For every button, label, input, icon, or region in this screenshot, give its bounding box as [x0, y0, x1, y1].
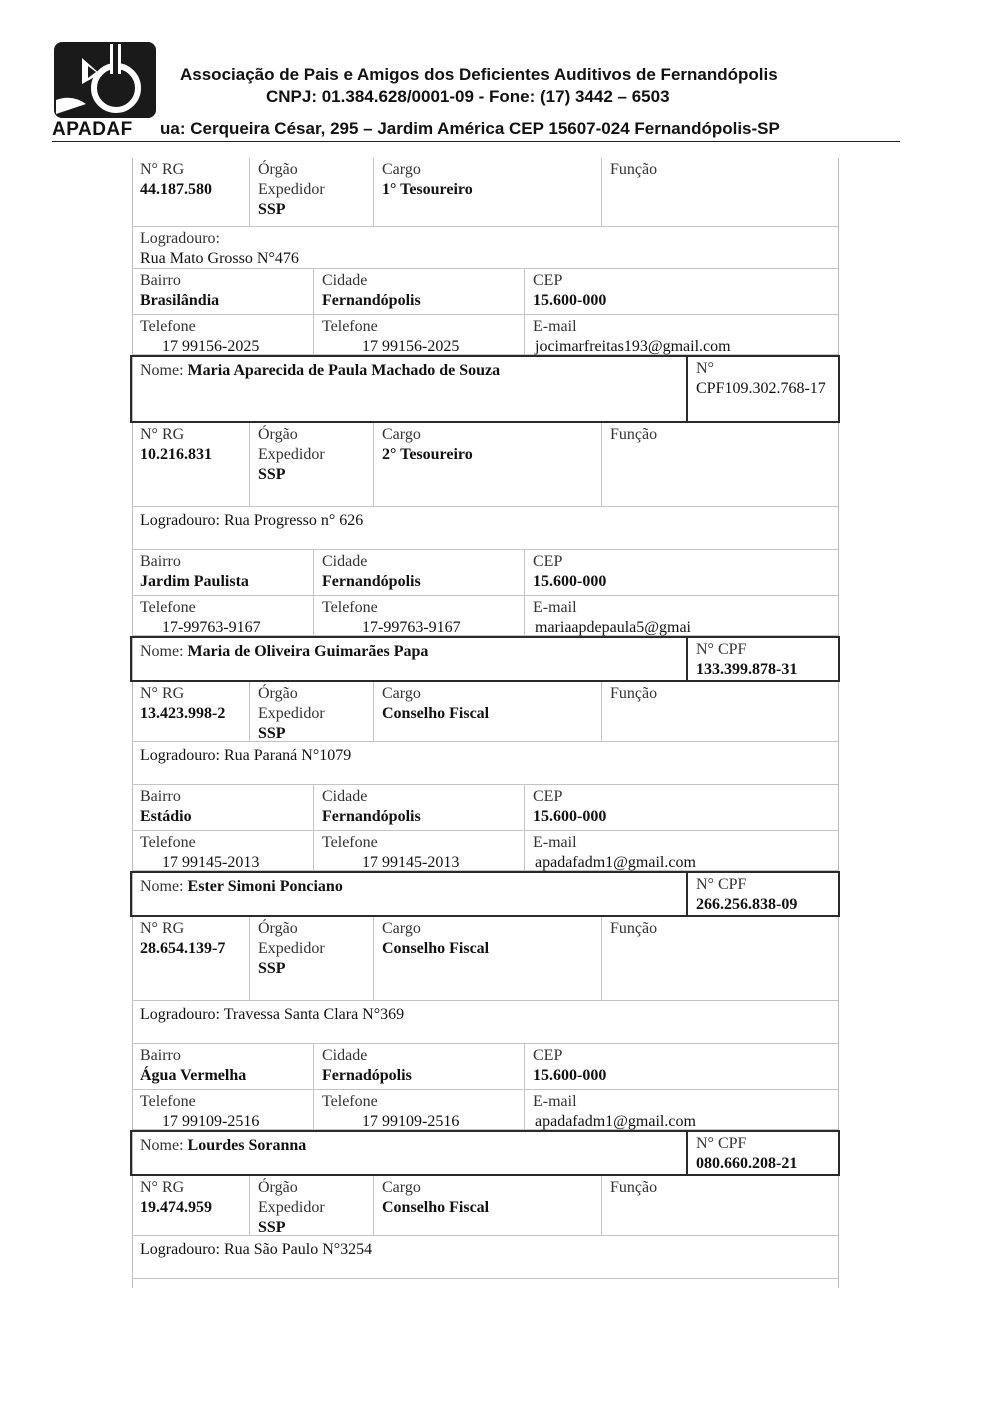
email-label: E-mail: [533, 599, 577, 616]
nome-label: Nome:: [140, 878, 184, 895]
member-name: [132, 873, 686, 915]
orgao-value: SSP: [258, 201, 286, 218]
rg-value: 10.216.831: [140, 446, 212, 463]
cidade-value: Fernandópolis: [322, 808, 421, 825]
email-cell: [525, 315, 838, 355]
email-label: E-mail: [533, 834, 577, 851]
org-name: Associação de Pais e Amigos dos Deficientes Auditivos de Fernandópolis: [180, 65, 778, 84]
email-value: jocimarfreitas193@gmail.com: [535, 338, 731, 355]
cep-label: CEP: [533, 1047, 563, 1064]
telefone2-label: Telefone: [322, 599, 378, 616]
cidade-value: Fernandópolis: [322, 573, 421, 590]
cidade-cell: [314, 1044, 525, 1090]
cpf-value: CPF109.302.768-17: [696, 380, 826, 397]
bairro-value: Água Vermelha: [140, 1067, 247, 1084]
cargo-value: Conselho Fiscal: [382, 940, 490, 957]
cpf-cell: [686, 1132, 838, 1174]
org-address: ua: Cerqueira César, 295 – Jardim América CEP 15607-024 Fernandópolis-SP: [160, 119, 780, 138]
cargo-value: Conselho Fiscal: [382, 705, 490, 722]
telefone-cell: [132, 1090, 314, 1130]
cnpj-phone: CNPJ: 01.384.628/0001-09 - Fone: (17) 3442 – 6503: [266, 87, 670, 106]
bairro-value: Brasilândia: [140, 292, 220, 309]
funcao-cell: [602, 682, 838, 742]
rg-label: N° RG: [140, 685, 185, 702]
bairro-label: Bairro: [140, 553, 181, 570]
expedidor-label: Expedidor: [258, 181, 325, 198]
member-id-row: [132, 682, 838, 742]
rg-cell: [132, 917, 250, 1001]
cpf-value: 080.660.208-21: [696, 1155, 798, 1172]
bairro-cell: [132, 550, 314, 596]
cep-value: 15.600-000: [533, 808, 607, 825]
members-sheet: [132, 158, 838, 1279]
cep-value: 15.600-000: [533, 573, 607, 590]
member-address-row: [132, 269, 838, 315]
cidade-label: Cidade: [322, 272, 368, 289]
orgao-cell: [250, 158, 374, 227]
rg-value: 28.654.139-7: [140, 940, 226, 957]
header-rule: [52, 141, 900, 142]
telefone-label: Telefone: [140, 599, 196, 616]
orgao-label: Órgão: [258, 426, 298, 443]
bairro-value: Estádio: [140, 808, 192, 825]
logradouro-value: Rua Mato Grosso N°476: [140, 250, 299, 267]
orgao-cell: [250, 917, 374, 1001]
email-label: E-mail: [533, 318, 577, 335]
orgao-label: Órgão: [258, 920, 298, 937]
member-contact-row: [132, 1090, 838, 1130]
member-name: [132, 638, 686, 680]
logradouro-cell: [132, 507, 838, 550]
nome-value: Ester Simoni Ponciano: [187, 878, 343, 895]
funcao-label: Função: [610, 920, 658, 937]
bairro-cell: [132, 785, 314, 831]
expedidor-label: Expedidor: [258, 705, 325, 722]
logradouro-cell: [132, 227, 838, 269]
bairro-cell: [132, 269, 314, 315]
apadaf-logo: [52, 40, 158, 120]
cargo-value: Conselho Fiscal: [382, 1199, 490, 1216]
telefone-value: 17 99145-2013: [162, 854, 260, 871]
telefone-value: 17 99109-2516: [162, 1113, 260, 1130]
cidade-cell: [314, 269, 525, 315]
cargo-value: 2° Tesoureiro: [382, 446, 473, 463]
cargo-label: Cargo: [382, 1179, 421, 1196]
cargo-cell: [374, 917, 602, 1001]
orgao-cell: [250, 1176, 374, 1236]
member-id-row: [132, 158, 838, 227]
telefone-value: 17-99763-9167: [162, 619, 261, 636]
logradouro-label: Logradouro:: [140, 230, 220, 247]
nome-label: Nome:: [140, 643, 184, 660]
cidade-cell: [314, 785, 525, 831]
member-name-box: [130, 636, 840, 682]
email-cell: [525, 831, 838, 871]
member-name: [132, 357, 686, 421]
member-address-row: [132, 1044, 838, 1090]
member-name-box: [130, 871, 840, 917]
cep-cell: [525, 269, 838, 315]
cpf-label: N° CPF: [696, 876, 747, 893]
orgao-label: Órgão: [258, 685, 298, 702]
telefone2-cell: [314, 1090, 525, 1130]
telefone-label: Telefone: [140, 318, 196, 335]
telefone-cell: [132, 315, 314, 355]
orgao-cell: [250, 423, 374, 507]
cep-label: CEP: [533, 788, 563, 805]
cpf-value: 133.399.878-31: [696, 661, 798, 678]
orgao-label: Órgão: [258, 161, 298, 178]
telefone2-label: Telefone: [322, 318, 378, 335]
logradouro-cell: [132, 742, 838, 785]
cidade-value: Fernadópolis: [322, 1067, 412, 1084]
telefone2-value: 17 99145-2013: [362, 854, 460, 871]
rg-label: N° RG: [140, 920, 185, 937]
member-contact-row: [132, 831, 838, 871]
telefone2-label: Telefone: [322, 834, 378, 851]
bairro-label: Bairro: [140, 788, 181, 805]
expedidor-label: Expedidor: [258, 446, 325, 463]
cidade-cell: [314, 550, 525, 596]
cep-value: 15.600-000: [533, 1067, 607, 1084]
telefone-cell: [132, 831, 314, 871]
cargo-label: Cargo: [382, 685, 421, 702]
rg-cell: [132, 423, 250, 507]
nome-value: Maria Aparecida de Paula Machado de Souza: [187, 362, 501, 379]
nome-value: Lourdes Soranna: [187, 1137, 307, 1154]
orgao-cell: [250, 682, 374, 742]
rg-label: N° RG: [140, 426, 185, 443]
cep-cell: [525, 785, 838, 831]
expedidor-label: Expedidor: [258, 1199, 325, 1216]
bairro-label: Bairro: [140, 1047, 181, 1064]
cargo-label: Cargo: [382, 161, 421, 178]
rg-value: 19.474.959: [140, 1199, 212, 1216]
cargo-label: Cargo: [382, 426, 421, 443]
cep-label: CEP: [533, 272, 563, 289]
logradouro-value: Logradouro: Travessa Santa Clara N°369: [140, 1006, 405, 1023]
orgao-label: Órgão: [258, 1179, 298, 1196]
nome-value: Maria de Oliveira Guimarães Papa: [187, 643, 429, 660]
logradouro-cell: [132, 1001, 838, 1044]
telefone2-cell: [314, 596, 525, 636]
cep-cell: [525, 550, 838, 596]
funcao-label: Função: [610, 161, 658, 178]
cidade-label: Cidade: [322, 553, 368, 570]
bairro-value: Jardim Paulista: [140, 573, 249, 590]
rg-label: N° RG: [140, 161, 185, 178]
cpf-cell: [686, 357, 838, 421]
member-contact-row: [132, 596, 838, 636]
cep-cell: [525, 1044, 838, 1090]
bairro-cell: [132, 1044, 314, 1090]
logradouro-cell: [132, 1236, 838, 1279]
logo-text: APADAF: [52, 119, 133, 140]
rg-value: 44.187.580: [140, 181, 212, 198]
cpf-label: N° CPF: [696, 1135, 747, 1152]
telefone2-cell: [314, 315, 525, 355]
member-id-row: [132, 423, 838, 507]
cargo-cell: [374, 158, 602, 227]
member-id-row: [132, 917, 838, 1001]
cpf-label: N°: [696, 360, 714, 377]
telefone-value: 17 99156-2025: [162, 338, 260, 355]
email-cell: [525, 596, 838, 636]
cep-label: CEP: [533, 553, 563, 570]
cpf-label: N° CPF: [696, 641, 747, 658]
orgao-value: SSP: [258, 725, 286, 742]
telefone-label: Telefone: [140, 1093, 196, 1110]
cpf-value: 266.256.838-09: [696, 896, 798, 913]
rg-cell: [132, 682, 250, 742]
funcao-label: Função: [610, 685, 658, 702]
funcao-cell: [602, 1176, 838, 1236]
member-id-row: [132, 1176, 838, 1236]
cargo-cell: [374, 682, 602, 742]
nome-label: Nome:: [140, 1137, 184, 1154]
rg-cell: [132, 1176, 250, 1236]
member-name: [132, 1132, 686, 1174]
member-address-row: [132, 550, 838, 596]
telefone-label: Telefone: [140, 834, 196, 851]
bairro-label: Bairro: [140, 272, 181, 289]
member-name-box: [130, 355, 840, 423]
rg-value: 13.423.998-2: [140, 705, 226, 722]
funcao-cell: [602, 917, 838, 1001]
member-name-box: [130, 1130, 840, 1176]
cpf-cell: [686, 638, 838, 680]
rg-label: N° RG: [140, 1179, 185, 1196]
email-value: mariaapdepaula5@gmai: [535, 619, 691, 636]
member-address-row: [132, 785, 838, 831]
email-cell: [525, 1090, 838, 1130]
telefone2-value: 17 99109-2516: [362, 1113, 460, 1130]
telefone2-cell: [314, 831, 525, 871]
email-label: E-mail: [533, 1093, 577, 1110]
logradouro-value: Logradouro: Rua São Paulo N°3254: [140, 1241, 373, 1258]
orgao-value: SSP: [258, 466, 286, 483]
telefone2-value: 17 99156-2025: [362, 338, 460, 355]
cep-value: 15.600-000: [533, 292, 607, 309]
funcao-label: Função: [610, 1179, 658, 1196]
member-contact-row: [132, 315, 838, 355]
email-value: apadafadm1@gmail.com: [535, 854, 696, 871]
cpf-cell: [686, 873, 838, 915]
cargo-cell: [374, 1176, 602, 1236]
logradouro-value: Logradouro: Rua Paraná N°1079: [140, 747, 352, 764]
email-value: apadafadm1@gmail.com: [535, 1113, 696, 1130]
cargo-value: 1° Tesoureiro: [382, 181, 473, 198]
table-right-rule: [838, 158, 839, 1288]
nome-label: Nome:: [140, 362, 184, 379]
funcao-cell: [602, 423, 838, 507]
cargo-label: Cargo: [382, 920, 421, 937]
telefone2-label: Telefone: [322, 1093, 378, 1110]
telefone-cell: [132, 596, 314, 636]
telefone2-value: 17-99763-9167: [362, 619, 461, 636]
cidade-value: Fernandópolis: [322, 292, 421, 309]
cidade-label: Cidade: [322, 788, 368, 805]
expedidor-label: Expedidor: [258, 940, 325, 957]
cargo-cell: [374, 423, 602, 507]
funcao-cell: [602, 158, 838, 227]
orgao-value: SSP: [258, 960, 286, 977]
orgao-value: SSP: [258, 1219, 286, 1236]
funcao-label: Função: [610, 426, 658, 443]
logradouro-value: Logradouro: Rua Progresso n° 626: [140, 512, 364, 529]
rg-cell: [132, 158, 250, 227]
cidade-label: Cidade: [322, 1047, 368, 1064]
